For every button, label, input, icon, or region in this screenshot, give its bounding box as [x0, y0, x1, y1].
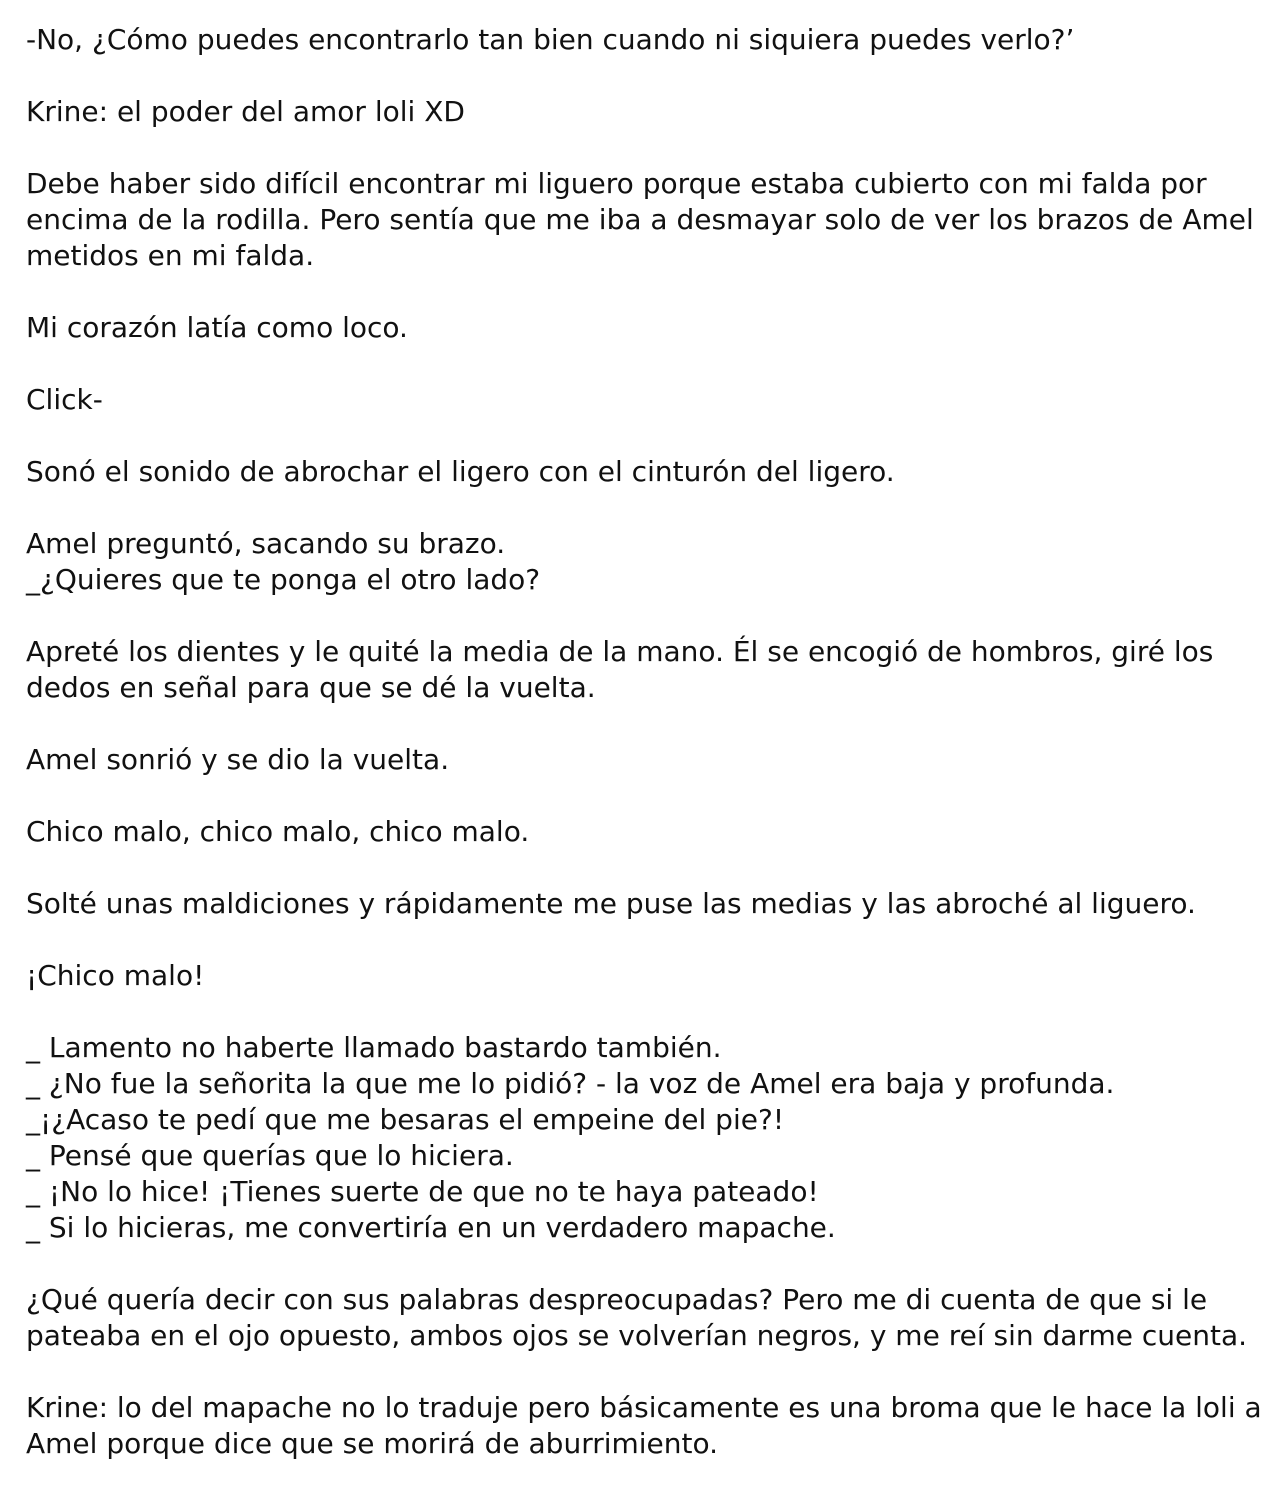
paragraph-realization — [26, 1282, 1262, 1354]
dialogue-line: _ Pensé que querías que lo hiciera. — [26, 1139, 514, 1172]
text-line: -No, ¿Cómo puedes encontrarlo tan bien cuando ni siquiera puedes verlo?’ — [26, 23, 1075, 56]
text-line: Krine: lo del mapache no lo traduje pero básicamente es una broma que le hace la loli a — [26, 1391, 1262, 1424]
text-line: Sonó el sonido de abrochar el ligero con el cinturón del ligero. — [26, 455, 895, 488]
dialogue-line: _¡¿Acaso te pedí que me besaras el empeine del pie?! — [26, 1103, 785, 1136]
dialogue-line: _ Lamento no haberte llamado bastardo también. — [26, 1031, 722, 1064]
text-line: Click- — [26, 383, 103, 416]
paragraph-question — [26, 22, 1262, 58]
text-line: encima de la rodilla. Pero sentía que me iba a desmayar solo de ver los brazos de Amel — [26, 203, 1254, 236]
text-line: Chico malo, chico malo, chico malo. — [26, 815, 530, 848]
paragraph-bad-boy — [26, 814, 1262, 850]
paragraph-translator-note-raccoon — [26, 1390, 1262, 1462]
text-line: _¿Quieres que te ponga el otro lado? — [26, 563, 541, 596]
text-line: metidos en mi falda. — [26, 239, 315, 272]
paragraph-translator-note — [26, 94, 1262, 130]
text-line: pateaba en el ojo opuesto, ambos ojos se volverían negros, y me reí sin darme cuenta. — [26, 1319, 1248, 1352]
text-line: Apreté los dientes y le quité la media de la mano. Él se encogió de hombros, giré los — [26, 635, 1214, 668]
paragraph-click — [26, 382, 1262, 418]
text-line: Debe haber sido difícil encontrar mi liguero porque estaba cubierto con mi falda por — [26, 167, 1207, 200]
text-line: dedos en señal para que se dé la vuelta. — [26, 671, 596, 704]
dialogue-line: _ Si lo hicieras, me convertiría en un verdadero mapache. — [26, 1211, 836, 1244]
paragraph-curses — [26, 886, 1262, 922]
text-line: ¡Chico malo! — [26, 959, 205, 992]
text-line: Amel porque dice que se morirá de aburrimiento. — [26, 1427, 719, 1460]
paragraph-sound — [26, 454, 1262, 490]
paragraph-heart — [26, 310, 1262, 346]
text-line: Mi corazón latía como loco. — [26, 311, 408, 344]
paragraph-amel-asked — [26, 526, 1262, 598]
text-line: Krine: el poder del amor loli XD — [26, 95, 465, 128]
paragraph-teeth — [26, 634, 1262, 706]
paragraph-garter — [26, 166, 1262, 274]
text-line: ¿Qué quería decir con sus palabras despreocupadas? Pero me di cuenta de que si le — [26, 1283, 1208, 1316]
paragraph-exclamation — [26, 958, 1262, 994]
paragraph-amel-smiled — [26, 742, 1262, 778]
paragraph-dialogue — [26, 1030, 1262, 1246]
dialogue-line: _ ¡No lo hice! ¡Tienes suerte de que no te haya pateado! — [26, 1175, 819, 1208]
text-line: Solté unas maldiciones y rápidamente me puse las medias y las abroché al liguero. — [26, 887, 1196, 920]
text-line: Amel preguntó, sacando su brazo. — [26, 527, 506, 560]
document-page — [26, 22, 1262, 1498]
dialogue-line: _ ¿No fue la señorita la que me lo pidió? - la voz de Amel era baja y profunda. — [26, 1067, 1115, 1100]
text-line: Amel sonrió y se dio la vuelta. — [26, 743, 450, 776]
